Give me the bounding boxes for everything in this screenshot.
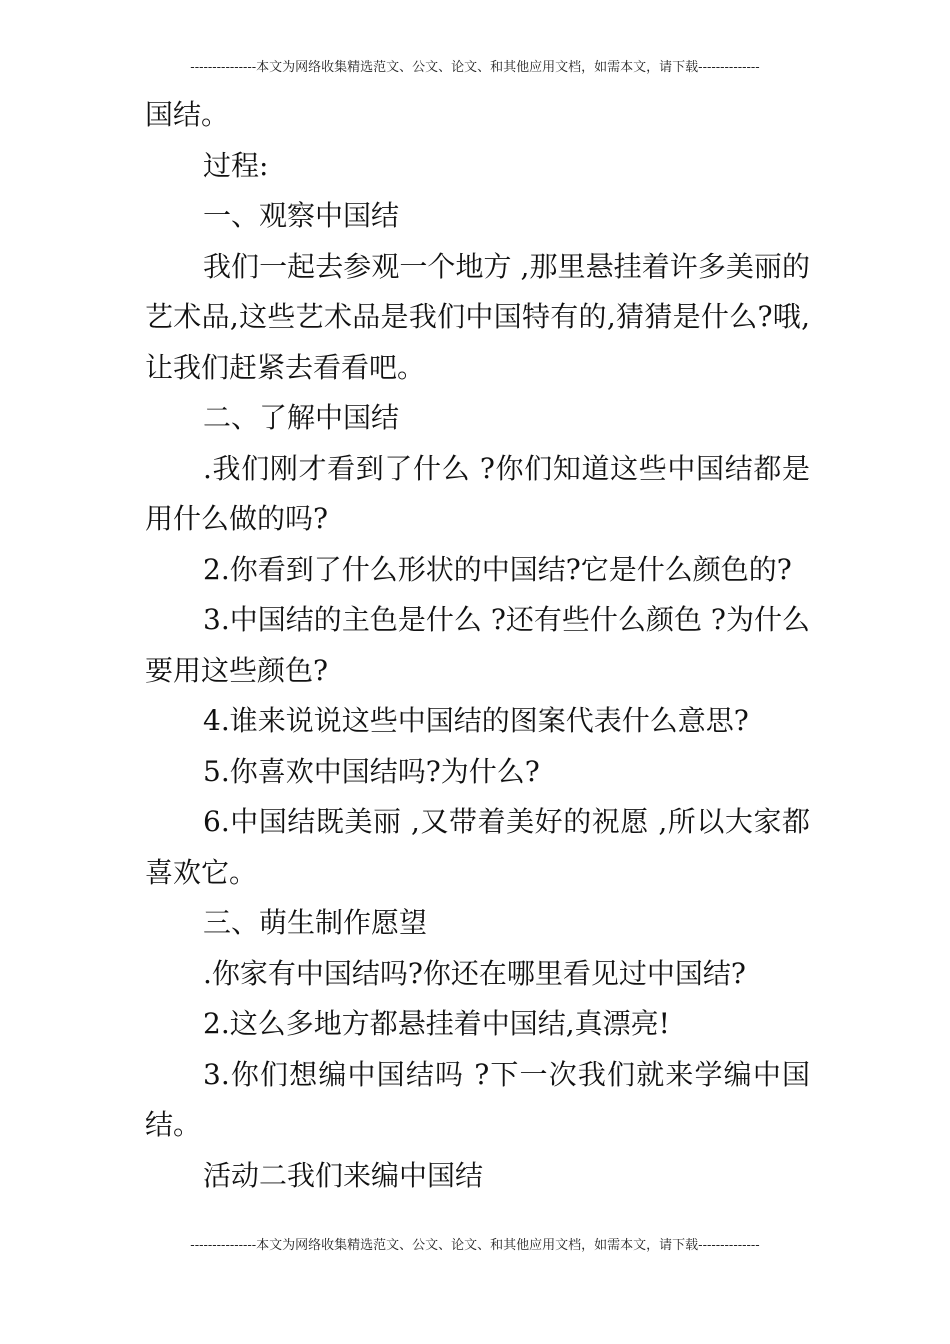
document-body [145, 90, 810, 1201]
paragraph-10: 5.你喜欢中国结吗?为什么? [203, 754, 540, 788]
activity-heading: 活动二我们来编中国结 [203, 1158, 484, 1192]
paragraph-15: 3.你们想编中国结吗 ?下一次我们就来学编中国结。 [145, 1057, 810, 1141]
paragraph-4: 我们一起去参观一个地方 ,那里悬挂着许多美丽的艺术品,这些艺术品是我们中国特有的,猜猜是什么?哦,让我们赶紧去看看吧。 [145, 249, 810, 384]
section-heading-1: 一、观察中国结 [203, 199, 400, 232]
paragraph-9: 4.谁来说说这些中国结的图案代表什么意思? [203, 704, 749, 737]
paragraph-13: .你家有中国结吗?你还在哪里看见过中国结? [203, 956, 746, 990]
header-banner: ---------------本文为网络收集精选范文、公文、论文、和其他应用文档，如需本文，请下载-------------- [190, 60, 760, 75]
paragraph-11: 6.中国结既美丽 ,又带着美好的祝愿 ,所以大家都喜欢它。 [145, 805, 810, 889]
paragraph-14: 2.这么多地方都悬挂着中国结,真漂亮! [203, 1007, 670, 1040]
paragraph-6: .我们刚才看到了什么 ?你们知道这些中国结都是用什么做的吗? [145, 451, 810, 535]
paragraph-2: 过程: [203, 148, 269, 182]
paragraph-1: 国结。 [145, 98, 230, 131]
footer-banner: ---------------本文为网络收集精选范文、公文、论文、和其他应用文档，如需本文，请下载-------------- [190, 1238, 760, 1253]
section-heading-2: 二、了解中国结 [203, 401, 400, 434]
paragraph-7: 2.你看到了什么形状的中国结?它是什么颜色的? [203, 552, 792, 586]
section-heading-3: 三、萌生制作愿望 [203, 906, 428, 939]
paragraph-8: 3.中国结的主色是什么 ?还有些什么颜色 ?为什么要用这些颜色? [145, 603, 810, 687]
